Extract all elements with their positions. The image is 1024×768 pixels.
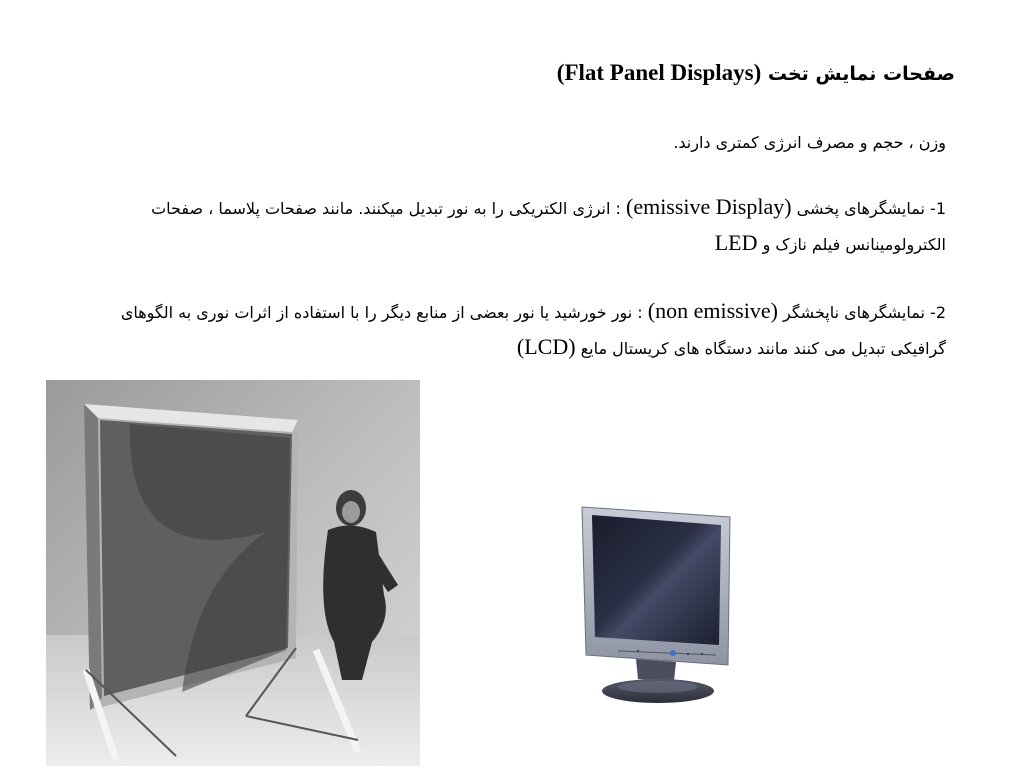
- slide-title-persian: صفحات نمایش تخت: [761, 63, 955, 85]
- non-emissive-description: : نور خورشید یا نور بعضی از منابع دیگر را با استفاده از اثرات نوری به الگوهای گرافیکی تبدیل می کنند مانند دستگاه های کریستال مایع: [120, 303, 946, 358]
- lcd-monitor-illustration: [578, 505, 734, 706]
- emissive-description: : انرژی الکتریکی را به نور تبدیل میکنند. مانند صفحات پلاسما ، صفحات الکترولومینانس فیلم نازک و: [151, 199, 946, 254]
- intro-text: وزن ، حجم و مصرف انرژی کمتری دارند.: [673, 133, 946, 152]
- emissive-paragraph: [95, 190, 946, 262]
- emissive-prefix: 1- نمایشگرهای پخشی: [791, 199, 946, 218]
- emissive-term: (emissive Display): [625, 194, 792, 219]
- lcd-monitor-photo: [578, 505, 734, 706]
- led-term: LED: [714, 230, 758, 255]
- slide-title-english: (Flat Panel Displays): [556, 60, 762, 85]
- non-emissive-term: (non emissive): [647, 298, 778, 323]
- slide-title: [480, 56, 955, 90]
- non-emissive-prefix: 2- نمایشگرهای ناپخشگر: [777, 303, 946, 322]
- flat-panel-photo-illustration: [46, 380, 420, 766]
- non-emissive-paragraph: [95, 294, 946, 366]
- lcd-term: (LCD): [516, 334, 576, 359]
- flat-panel-photo: [46, 380, 420, 766]
